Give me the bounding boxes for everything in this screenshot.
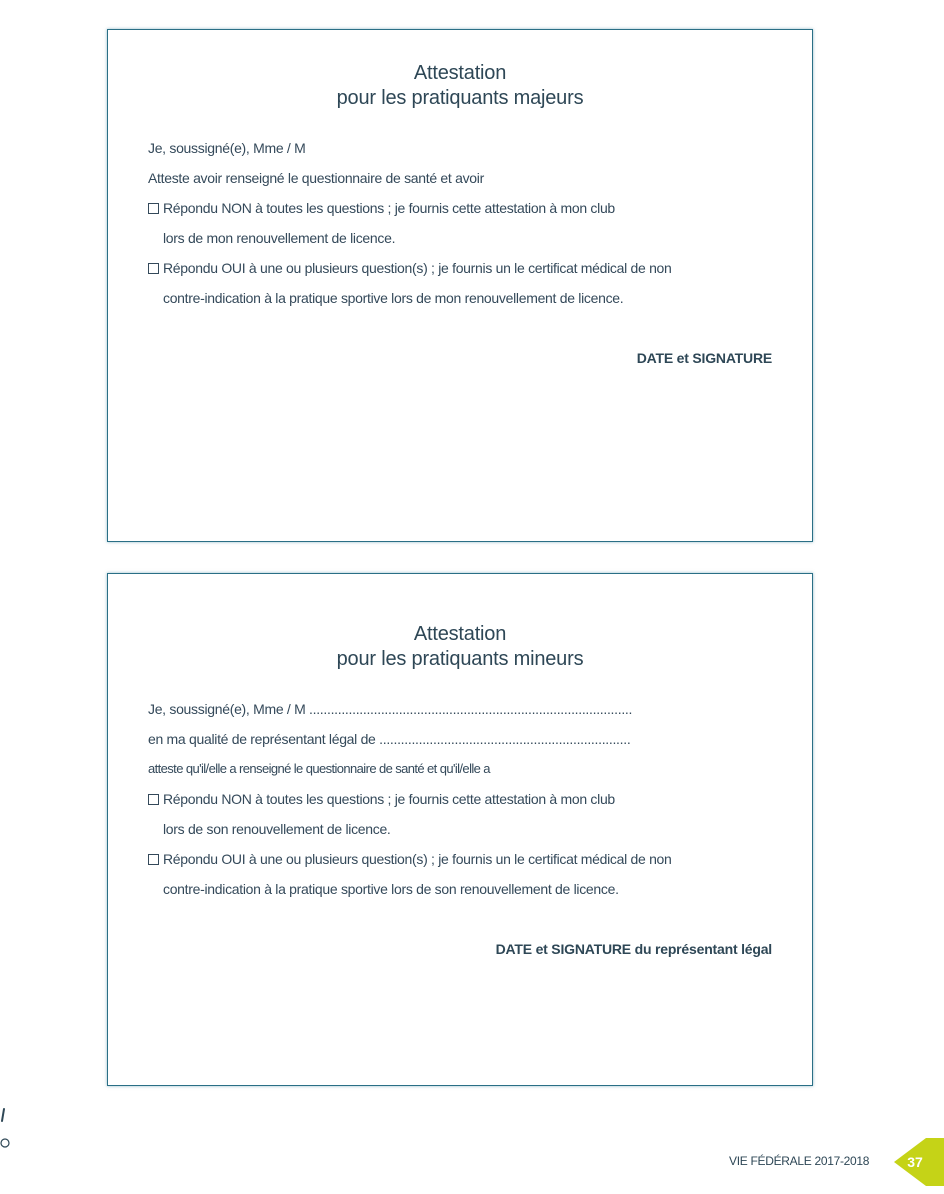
option-oui-label: Répondu OUI à une ou plusieurs question(s) ; je fournis un le certificat médical de non [163,851,672,867]
option-oui-label: Répondu OUI à une ou plusieurs question(s) ; je fournis un le certificat médical de non [163,260,672,276]
attestation-majeurs-card [107,29,813,542]
attest-line: Atteste avoir renseigné le questionnaire de santé et avoir [148,170,484,186]
legal-representative-line: en ma qualité de représentant légal de ...................................................................... [148,731,631,747]
scissors-icon [0,1105,14,1151]
title-line-2: pour les pratiquants majeurs [336,87,584,109]
option-non-continuation: lors de mon renouvellement de licence. [163,230,396,246]
option-non-continuation: lors de son renouvellement de licence. [163,821,391,837]
title-line-2: pour les pratiquants mineurs [336,648,584,670]
attestation-majeurs-title [108,61,812,111]
option-non[interactable] [148,199,615,217]
identity-line: Je, soussigné(e), Mme / M [148,140,306,156]
option-non-label: Répondu NON à toutes les questions ; je fournis cette attestation à mon club [163,791,615,807]
page-number: 37 [907,1154,923,1170]
attestation-mineurs-card [107,573,813,1086]
footer-section-label: VIE FÉDÉRALE 2017-2018 [729,1154,870,1168]
empty-checkbox-icon[interactable] [148,794,159,805]
title-line-1: Attestation [413,62,507,84]
title-line-1: Attestation [413,623,507,645]
option-oui[interactable] [148,850,672,868]
option-oui-continuation: contre-indication à la pratique sportive lors de son renouvellement de licence. [163,881,619,897]
empty-checkbox-icon[interactable] [148,263,159,274]
attest-line: atteste qu'il/elle a renseigné le questionnaire de santé et qu'il/elle a [148,761,490,776]
option-oui-continuation: contre-indication à la pratique sportive lors de mon renouvellement de licence. [163,290,624,306]
empty-checkbox-icon[interactable] [148,203,159,214]
empty-checkbox-icon[interactable] [148,854,159,865]
option-oui[interactable] [148,259,672,277]
option-non[interactable] [148,790,615,808]
date-signature-label: DATE et SIGNATURE [636,350,772,366]
identity-line: Je, soussigné(e), Mme / M .......................................................................................... [148,701,633,717]
option-non-label: Répondu NON à toutes les questions ; je fournis cette attestation à mon club [163,200,615,216]
date-signature-label: DATE et SIGNATURE du représentant légal [495,941,772,957]
attestation-mineurs-title [108,622,812,672]
